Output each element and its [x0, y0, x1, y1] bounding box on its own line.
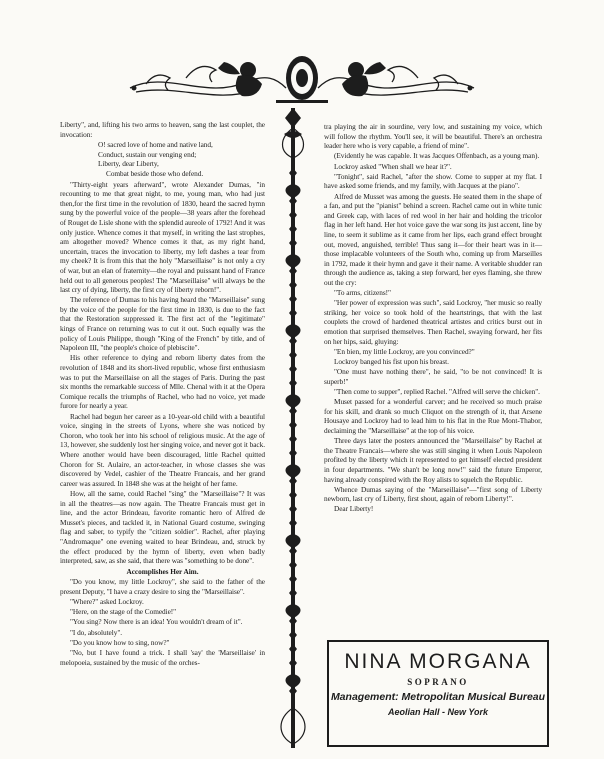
paragraph: Alfred de Musset was among the guests. He seated them in the shape of a fan, and put the "pianist" behind a screen. Rachel came out in white tunic and Greek cap, with laces of red wool in her hair and holding the tricolor flag in her left hand. Her hot voice gave the war song its just accent, line by line, to seem it sublime as it came from her lips, each grand effect brought out, moved, anguished, terrible! Thus sang it—for their heart was in it—those implacable volunteers of the South who, coming up from Marseilles in 1792, made it their hymn and gave it their name. A veritable shudder ran through the audience as, taking a step forward, her eyes flaming, she threw out the cry: [324, 191, 542, 287]
divider-flourish [286, 674, 301, 688]
divider-bead [289, 448, 297, 458]
paragraph: Three days later the posters announced the "Marseillaise" by Rachel at the Theatre Francais—where she was still singing it when Louis Napoleon profited by the liberty which it represented to get himself elected president in four departments. "We shan't be long now!" said the future Emperor, having already conspired with the Roy alists to squelch the Republic. [324, 436, 542, 484]
divider-bead [289, 168, 297, 178]
divider-bead [289, 420, 297, 430]
divider-bead [289, 434, 297, 444]
divider-bead [289, 350, 297, 360]
article-column-left [60, 120, 265, 668]
paragraph: "Tonight", said Rachel, "after the show. Come to supper at my flat. I have asked some friends, and my family, with Jacques at the piano". [324, 171, 542, 191]
divider-bead [289, 518, 297, 528]
paragraph: "Thirty-eight years afterward", wrote Alexander Dumas, "in recounting to me that great night, to me, young man, who had just then,for the first time in the revolution of 1830, heard the sacred hymn sung by the powerful voice of the people—38 years after the forehead of Rouget de Lisle shone with the splendid aureole of 1792! And it was only justice. Whence comes it that myself, in writing the last strophes, am altogether moved? Whence comes it that, as my right hand, uncertain, traces the invocation to liberty, my left dashes a tear from my cheek? It is from this that the holy "Marseillaise" is not only a cry of war, but an elan of fraternity—the royal and puissant hand of France held out to all generous peoples! The "Marseillaise" will always be the last cry of dying, liberty, the first cry of liberty reborn!". [60, 179, 265, 295]
divider-flourish [286, 394, 301, 408]
verse-line: Conduct, sustain our venging end; [98, 149, 197, 159]
ornamental-column-divider [266, 108, 320, 759]
paragraph: "Then come to supper", replied Rachel. "Alfred will serve the chicken". [334, 386, 540, 396]
paragraph: Dear Liberty! [334, 504, 374, 514]
paragraph: Lockroy asked "When shall we hear it?". [334, 161, 452, 171]
paragraph: "To arms, citizens!" [334, 288, 391, 298]
paragraph: "Do you know, my little Lockroy", she said to the father of the present Deputy, "I have a crazy desire to sing the "Marseillaise". [60, 577, 265, 596]
divider-flourish [286, 184, 301, 198]
ad-address: Aeolian Hall - New York [387, 707, 489, 717]
divider-bead [289, 378, 297, 388]
divider-flourish [286, 464, 301, 478]
verse-line: Liberty, dear Liberty, [98, 159, 159, 169]
paragraph: "Do you know how to sing, now?" [70, 637, 170, 647]
paragraph: His other reference to dying and reborn liberty dates from the revolution of 1848 and its short-lived republic, whose first enthusiasm was to put the Marseillaise on all the stages of Paris. During the past six months the remarkable success of Mlle. Chenal with it at the Opera Comique recalls the triumphs of Rachel, who had no voice, yet made furore for nearly a year. [60, 353, 265, 411]
invocation-verse [98, 140, 265, 178]
article-column-right [324, 122, 542, 515]
paragraph: "I do, absolutely". [70, 627, 123, 637]
verse-line: Combat beside those who defend. [106, 168, 204, 178]
divider-flourish [286, 604, 301, 618]
divider-bead [289, 224, 297, 234]
divider-bead [289, 588, 297, 598]
divider-flourish [286, 254, 301, 268]
divider-bead [289, 238, 297, 248]
paragraph: Rachel had begun her career as a 10-year-old child with a beautiful voice, singing in the streets of Lyons, where she was noticed by Choron, who took her into his school of religious music. At the age of 13, however, she suddenly lost her singing voice, and never got it back. Where another would have been discouraged, little Rachel quitted Choron for St. Aulaire, an actor-teacher, in whose classes she was discovered by Vedel, cashier of the Theatre Francais, and her grand career was assured. In 1848 she was at the height of her fame. [60, 411, 265, 488]
cherub-banner-ornament [126, 48, 478, 112]
paragraph: "You sing? Now there is an idea! You wouldn't dream of it". [70, 617, 243, 627]
divider-bead [289, 504, 297, 514]
verse-line: O! sacred love of home and native land, [98, 140, 213, 150]
paragraph: Liberty", and, lifting his two arms to heaven, sang the last couplet, the invocation: [60, 120, 265, 139]
divider-bead [289, 490, 297, 500]
paragraph: Muset passed for a wonderful carver; and he received so much praise for his skill, and drank so much Cliquot on the strength of it, that Arsene Housaye and Lockroy had to lead him to his flat in the Rue Mont-Thabor, declaiming the "Marseillaise" at the top of his voice. [324, 397, 542, 435]
advertisement-box [327, 640, 549, 747]
divider-flourish [286, 324, 301, 338]
paragraph: "Her power of expression was such", said Lockroy, "her music so really striking, her voice so took hold of the heartstrings, that with the last couplets the crowd of hardened theatrical artistes and critics burst out in emotion that surprised themselves. Then Rachel, swaying forward, her fits on her hips, said, gluying: [324, 298, 542, 346]
divider-bead [289, 560, 297, 570]
divider-bead [289, 574, 297, 584]
paragraph: "Here, on the stage of the Comedie!" [70, 607, 177, 617]
divider-bead [289, 630, 297, 640]
paragraph: (Evidently he was capable. It was Jacques Offenbach, as a young man). [334, 151, 540, 161]
ad-artist-name: NINA MORGANA [344, 650, 532, 673]
divider-flourish [286, 534, 301, 548]
paragraph: How, all the same, could Rachel "sing" the "Marseillaise"? It was in all the theatres—as now again. The Theatre Francais must get in line, and the actor Brindeau, favorite romantic hero of Alfred de Musset's pieces, and tackled it, in National Guard costume, swinging flag and saber, to typify the "citizen soldier". Rachel, after playing "Andromaque" one evening waited to hear Brindeau, and, struck by the effect produced by the hymn of liberty, even when badly interpreted, saw, as she said, that there was "something to be done". [60, 488, 265, 566]
paragraph: The reference of Dumas to his having heard the "Marseillaise" sung by the voice of the people for the first time in 1830, is due to the fact that the Restoration suppressed it. The first act of the "legitimate" kings of France on returning was to cut it out. Such equally was the policy of Louis Philippe, though "King of the French" by title, and of Napoleon III, "the people's choice of plebiscite". [60, 295, 265, 353]
paragraph: "En bien, my little Lockroy, are you convinced?" [334, 346, 475, 356]
paragraph: "No, but I have found a trick. I shall 'say' the 'Marseillaise' in melopoeia, sustained by the music of the orches- [60, 648, 265, 667]
paragraph: Whence Dumas saying of the "Marseillaise"—"first song of Liberty newborn, last cry of Liberty, first shout, again of reborn Liberty!". [324, 484, 542, 504]
paragraph: tra playing the air in sourdine, very low, and sustaining my voice, which will follow the rhythm. You'll see, it will be beautiful. There's an orchestra leader here who is very capable, a friend of mine". [324, 122, 542, 151]
divider-bead [289, 210, 297, 220]
ad-management: Management: Metropolitan Musical Bureau [330, 691, 546, 703]
paragraph: Lockroy banged his fist upon his breast. [334, 357, 449, 366]
section-subheading: Accomplishes Her Aim. [126, 566, 199, 576]
divider-bead [289, 280, 297, 290]
paragraph: "Where?" asked Lockroy. [70, 597, 144, 607]
paragraph: "One must have nothing there", he said, "to be not convinced! It is superb!" [324, 367, 542, 386]
divider-bead [289, 658, 297, 668]
divider-bead [289, 294, 297, 304]
divider-bead [289, 308, 297, 318]
divider-bead [289, 644, 297, 654]
ad-voice-type: SOPRANO [407, 677, 469, 687]
divider-bead [289, 364, 297, 374]
